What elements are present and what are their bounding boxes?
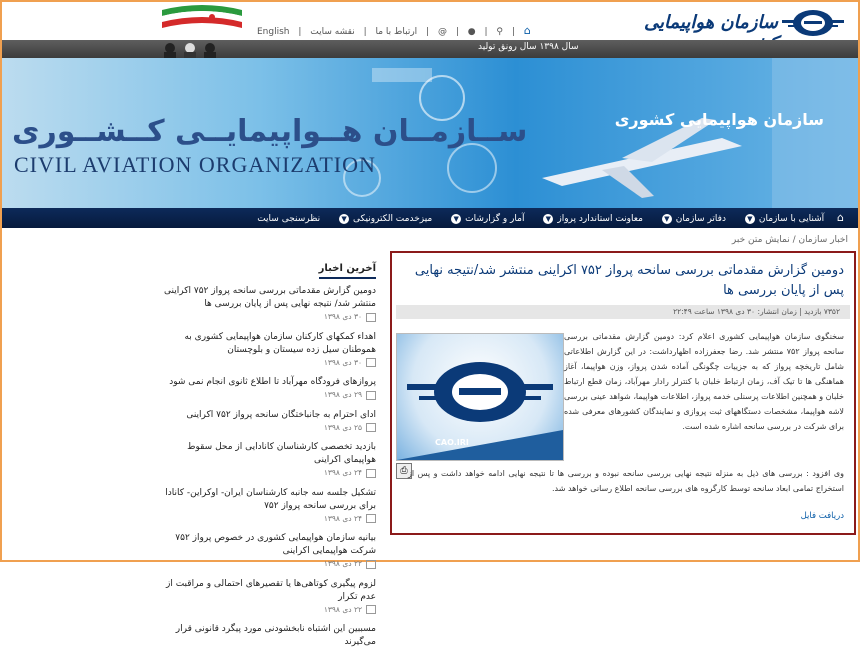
news-title[interactable]: ادای احترام به جانباختگان سانحه پرواز ۷۵۲ اکراینی: [186, 409, 376, 420]
logo-text: سازمان هواپیمایی: [643, 12, 778, 33]
calendar-icon: [366, 560, 376, 569]
english-link[interactable]: English: [257, 27, 290, 37]
nav-item-survey[interactable]: نظرسنجی سایت: [257, 214, 321, 224]
iran-flag-icon: [162, 4, 242, 36]
news-title[interactable]: لزوم پیگیری کوتاهی‌ها یا تقصیرهای احتمالی و مراقبت از عدم تکرار: [166, 578, 376, 602]
news-item[interactable]: [154, 441, 376, 478]
nav-item-about[interactable]: آشنایی با سازمان▼: [745, 214, 824, 224]
chevron-down-icon: ▼: [662, 214, 672, 224]
chevron-down-icon: ▼: [451, 214, 461, 224]
news-date: ۲۹ دی ۱۳۹۸: [154, 390, 376, 400]
chevron-down-icon: ▼: [745, 214, 755, 224]
cao-logo-icon: [397, 334, 563, 460]
article-image: [396, 333, 564, 461]
article-headline: دومین گزارش مقدماتی بررسی سانحه پرواز ۷۵۲ اکراینی منتشر شد/نتیجه نهایی پس از پایان بررسی ها: [414, 263, 844, 298]
search-icon[interactable]: ⚲: [496, 27, 504, 37]
download-file-link[interactable]: دریافت فایل: [800, 511, 844, 521]
news-title[interactable]: مسببین این اشتباه نابخشودنی مورد پیگرد قانونی قرار می‌گیرند: [175, 624, 376, 647]
nav-item-e-services[interactable]: میزخدمت الکترونیکی▼: [339, 214, 432, 224]
top-bar: [2, 2, 858, 42]
news-date: ۲۲ دی ۱۳۹۸: [154, 605, 376, 615]
latest-news-sidebar: [154, 256, 376, 647]
calendar-icon: [366, 605, 376, 614]
chevron-down-icon: ▼: [339, 214, 349, 224]
year-slogan: سال ۱۳۹۸ سال رونق تولید: [478, 42, 579, 52]
site-logo[interactable]: [630, 6, 850, 40]
photo-caption: CAO.IRI: [435, 438, 469, 447]
news-item[interactable]: [154, 532, 376, 569]
news-date: ۲۴ دی ۱۳۹۸: [154, 514, 376, 524]
article-body: سخنگوی سازمان هواپیمایی کشوری اعلام کرد: دومین گزارش مقدماتی بررسی سانحه پرواز ۷۵۲ منتشر شد. رضا جعفرزاده اظهارداشت: در این گزارش اطلاعاتی شامل تاریخچه پرواز که به جزییات چگونگی آماده شدن پرواز، وزن هواپیما، آغاز هماهنگی ها تا تیک آف، زمان ارتباط خلبان با کنترلر رادار مهرآباد، زمان قطع ارتباط خلبان و همچنین اطلاعات پرسنلی خدمه پرواز، اطلاعات هواپیما، شواهد عینی بررسی لاشه هواپیما، مشخصات دستگاههای ثبت پروازی و نمایندگان کشورهای معرفی شده برای شرکت در بررسی سانحه اشاره شده است.: [564, 332, 844, 431]
article-meta: ۷۳۵۲ بازدید | زمان انتشار: ۳۰ دی ۱۳۹۸ ساعت ۲۲:۴۹: [396, 305, 850, 319]
news-date: ۲۵ دی ۱۳۹۸: [154, 423, 376, 433]
calendar-icon: [366, 469, 376, 478]
news-date: ۳۰ دی ۱۳۹۸: [154, 358, 376, 368]
news-title[interactable]: اهداء کمکهای کارکنان سازمان هواپیمایی کشوری به هموطنان سیل زده سیستان و بلوچستان: [184, 331, 376, 355]
nav-item-flight-standards[interactable]: معاونت استاندارد پرواز▼: [543, 214, 643, 224]
article-body-continued: وی افزود : بررسی های ذیل به منزله نتیجه نهایی بررسی سانحه نبوده و بررسی ها تا نتیجه نهایی ادامه خواهد داشت و پس از استخراج تمامی ابعاد سانحه توسط کارگروه های بررسی سانحه اطلاع رسانی خواهد شد.: [408, 469, 844, 493]
banner-fa-title-right: سازمان هواپیمایی کشوری: [614, 110, 824, 129]
nav-item-statistics[interactable]: آمار و گزارشات▼: [451, 214, 524, 224]
breadcrumb[interactable]: اخبار سازمان / نمایش متن خبر: [731, 235, 848, 245]
home-icon[interactable]: ⌂: [523, 24, 531, 37]
calendar-icon: [366, 313, 376, 322]
calendar-icon: [366, 358, 376, 367]
news-item[interactable]: [154, 331, 376, 368]
contact-link[interactable]: ارتباط با ما: [375, 27, 418, 37]
news-date: ۲۴ دی ۱۳۹۸: [154, 468, 376, 478]
news-item[interactable]: [154, 376, 376, 400]
news-item[interactable]: [154, 285, 376, 322]
news-item[interactable]: [154, 409, 376, 433]
logo-emblem-icon: [782, 8, 844, 38]
banner-en-title: CIVIL AVIATION ORGANIZATION: [14, 152, 376, 177]
calendar-icon: [366, 423, 376, 432]
top-links: English | ارتباط با ما | نقشه سایت | @ | ● | ⚲ | ⌂: [257, 24, 531, 37]
news-item[interactable]: [154, 623, 376, 649]
slogan-bar: [2, 40, 858, 58]
news-date: ۳۰ دی ۱۳۹۸: [154, 312, 376, 322]
chevron-down-icon: ▼: [543, 214, 553, 224]
calendar-icon: [366, 514, 376, 523]
nav-item-offices[interactable]: دفاتر سازمان▼: [662, 214, 726, 224]
nav-home-icon[interactable]: ⌂: [837, 211, 844, 224]
rss-icon[interactable]: @: [437, 27, 447, 37]
news-item[interactable]: [154, 578, 376, 615]
news-title[interactable]: تشکیل جلسه سه جانبه کارشناسان ایران- اوکراین- کانادا برای بررسی سانحه پرواز ۷۵۲: [165, 487, 376, 511]
banner-fa-title: ســازمــان هــواپیمایــی کــشــوری: [12, 114, 528, 149]
news-date: ۲۲ دی ۱۳۹۸: [154, 559, 376, 569]
calendar-icon: [366, 391, 376, 400]
user-icon[interactable]: ●: [467, 27, 476, 37]
news-title[interactable]: بیانیه سازمان هواپیمایی کشوری در خصوص پرواز ۷۵۲ شرکت هواپیمایی اکراینی: [175, 533, 376, 556]
news-article: [390, 251, 856, 535]
news-title[interactable]: پروازهای فرودگاه مهرآباد تا اطلاع ثانوی انجام نمی شود: [169, 377, 376, 387]
print-icon[interactable]: ⎙: [396, 463, 412, 479]
sitemap-link[interactable]: نقشه سایت: [310, 27, 355, 37]
leaders-portrait-icon: [160, 40, 222, 58]
hero-banner: [2, 58, 858, 208]
sidebar-title: آخرین اخبار: [319, 263, 376, 279]
news-item[interactable]: [154, 487, 376, 524]
main-nav: [2, 208, 858, 228]
news-title[interactable]: بازدید تخصصی کارشناسان کانادایی از محل سقوط هواپیمای اکراینی: [187, 442, 376, 465]
news-title[interactable]: دومین گزارش مقدماتی بررسی سانحه پرواز ۷۵۲ اکراینی منتشر شد/ نتیجه نهایی پس از پایان بررسی ها: [164, 286, 376, 309]
